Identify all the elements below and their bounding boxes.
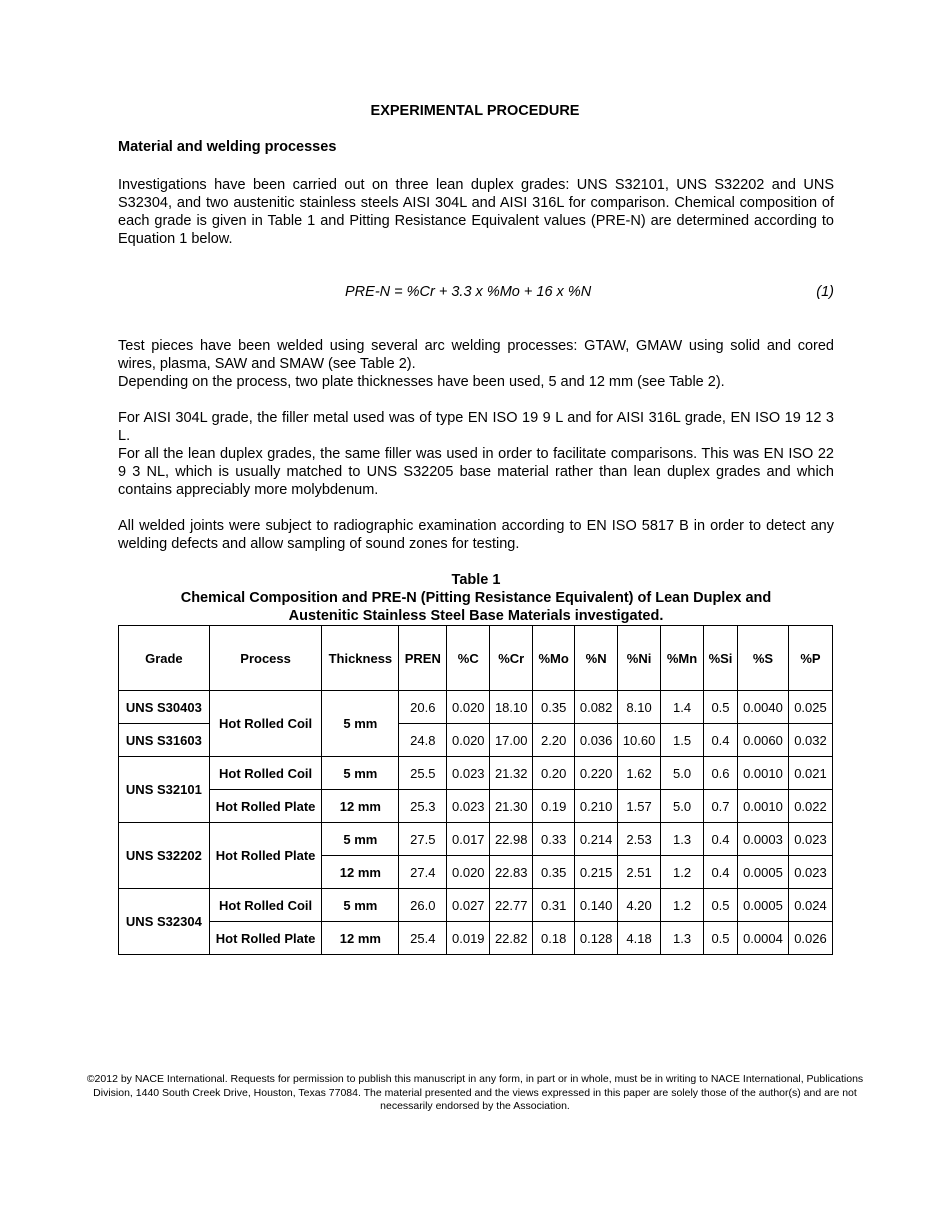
value-cell: 0.023: [788, 823, 832, 856]
header-cell: %Mn: [661, 626, 704, 691]
value-cell: 0.4: [704, 856, 738, 889]
value-cell: 0.140: [575, 889, 618, 922]
value-cell: 21.30: [490, 790, 533, 823]
value-cell: 0.020: [447, 856, 490, 889]
value-cell: 0.35: [533, 691, 575, 724]
value-cell: 0.017: [447, 823, 490, 856]
value-cell: 0.5: [704, 889, 738, 922]
header-cell: %P: [788, 626, 832, 691]
value-cell: 1.4: [661, 691, 704, 724]
value-cell: 22.82: [490, 922, 533, 955]
value-cell: 0.023: [788, 856, 832, 889]
value-cell: 0.18: [533, 922, 575, 955]
header-cell: %Ni: [618, 626, 661, 691]
process-cell: Hot Rolled Plate: [209, 790, 322, 823]
value-cell: 22.83: [490, 856, 533, 889]
header-cell: %C: [447, 626, 490, 691]
table-row: [119, 757, 833, 790]
header-cell: Process: [209, 626, 322, 691]
value-cell: 0.023: [447, 757, 490, 790]
value-cell: 1.5: [661, 724, 704, 757]
value-cell: 10.60: [618, 724, 661, 757]
value-cell: 27.5: [399, 823, 447, 856]
value-cell: 22.77: [490, 889, 533, 922]
value-cell: 0.0003: [737, 823, 788, 856]
header-cell: Grade: [119, 626, 210, 691]
value-cell: 0.0010: [737, 757, 788, 790]
value-cell: 4.18: [618, 922, 661, 955]
table-row: [119, 889, 833, 922]
header-cell: %S: [737, 626, 788, 691]
value-cell: 1.2: [661, 889, 704, 922]
value-cell: 0.35: [533, 856, 575, 889]
table-label: Table 1: [451, 572, 501, 588]
table-caption: [118, 571, 834, 625]
table-row: [119, 922, 833, 955]
header-cell: %Mo: [533, 626, 575, 691]
table-row: [119, 823, 833, 856]
value-cell: 0.0040: [737, 691, 788, 724]
value-cell: 24.8: [399, 724, 447, 757]
paragraph-welding: [118, 337, 834, 391]
grade-cell: UNS S32202: [119, 823, 210, 889]
value-cell: 0.027: [447, 889, 490, 922]
grade-cell: UNS S32101: [119, 757, 210, 823]
process-cell: Hot Rolled Coil: [209, 889, 322, 922]
value-cell: 0.0060: [737, 724, 788, 757]
value-cell: 2.51: [618, 856, 661, 889]
value-cell: 0.0010: [737, 790, 788, 823]
value-cell: 0.31: [533, 889, 575, 922]
value-cell: 5.0: [661, 790, 704, 823]
value-cell: 1.2: [661, 856, 704, 889]
header-cell: %Cr: [490, 626, 533, 691]
paragraph-filler-line1: For AISI 304L grade, the filler metal used was of type EN ISO 19 9 L and for AISI 316L grade, EN ISO 19 12 3 L.: [118, 410, 834, 444]
value-cell: 0.0005: [737, 889, 788, 922]
header-cell: %Si: [704, 626, 738, 691]
value-cell: 0.0004: [737, 922, 788, 955]
value-cell: 0.019: [447, 922, 490, 955]
value-cell: 0.023: [447, 790, 490, 823]
value-cell: 25.5: [399, 757, 447, 790]
thickness-cell: 12 mm: [322, 922, 399, 955]
value-cell: 0.026: [788, 922, 832, 955]
value-cell: 0.082: [575, 691, 618, 724]
process-cell: Hot Rolled Plate: [209, 823, 322, 889]
paragraph-filler: [118, 409, 834, 499]
table-row: [119, 691, 833, 724]
value-cell: 25.4: [399, 922, 447, 955]
grade-cell: UNS S30403: [119, 691, 210, 724]
thickness-cell: 12 mm: [322, 856, 399, 889]
process-cell: Hot Rolled Coil: [209, 757, 322, 790]
value-cell: 0.128: [575, 922, 618, 955]
value-cell: 0.7: [704, 790, 738, 823]
value-cell: 0.024: [788, 889, 832, 922]
value-cell: 4.20: [618, 889, 661, 922]
value-cell: 2.20: [533, 724, 575, 757]
value-cell: 26.0: [399, 889, 447, 922]
value-cell: 22.98: [490, 823, 533, 856]
grade-cell: UNS S31603: [119, 724, 210, 757]
table-caption-line2: Austenitic Stainless Steel Base Materials investigated.: [288, 608, 664, 624]
header-cell: Thickness: [322, 626, 399, 691]
value-cell: 0.33: [533, 823, 575, 856]
thickness-cell: 5 mm: [322, 757, 399, 790]
value-cell: 0.4: [704, 823, 738, 856]
value-cell: 21.32: [490, 757, 533, 790]
value-cell: 25.3: [399, 790, 447, 823]
value-cell: 0.032: [788, 724, 832, 757]
value-cell: 17.00: [490, 724, 533, 757]
value-cell: 0.4: [704, 724, 738, 757]
grade-cell: UNS S32304: [119, 889, 210, 955]
value-cell: 0.0005: [737, 856, 788, 889]
table-caption-line1: Chemical Composition and PRE-N (Pitting Resistance Equivalent) of Lean Duplex and: [180, 590, 772, 606]
thickness-cell: 5 mm: [322, 691, 399, 757]
paragraph-filler-line2: For all the lean duplex grades, the same filler was used in order to facilitate comparisons. This was EN ISO 22 9 3 NL, which is usually matched to UNS S32205 base material rather than lean duplex grades and which contains appreciably more molybdenum.: [118, 446, 834, 498]
value-cell: 0.20: [533, 757, 575, 790]
value-cell: 0.19: [533, 790, 575, 823]
value-cell: 20.6: [399, 691, 447, 724]
thickness-cell: 12 mm: [322, 790, 399, 823]
value-cell: 1.62: [618, 757, 661, 790]
subsection-title: Material and welding processes: [118, 139, 337, 155]
process-cell: Hot Rolled Coil: [209, 691, 322, 757]
value-cell: 0.214: [575, 823, 618, 856]
header-cell: %N: [575, 626, 618, 691]
copyright-footer: ©2012 by NACE International. Requests for permission to publish this manuscript in any form, in part or in whole, must be in writing to NACE International, Publications Division, 1440 South Creek Drive, Houston, Texas 77084. The material presented and the views expressed in this paper are solely those of the author(s) and are not necessarily endorsed by the Association.: [86, 1073, 864, 1112]
value-cell: 0.021: [788, 757, 832, 790]
value-cell: 5.0: [661, 757, 704, 790]
value-cell: 0.020: [447, 724, 490, 757]
header-cell: PREN: [399, 626, 447, 691]
value-cell: 0.220: [575, 757, 618, 790]
value-cell: 1.57: [618, 790, 661, 823]
value-cell: 18.10: [490, 691, 533, 724]
value-cell: 1.3: [661, 823, 704, 856]
equation: PRE-N = %Cr + 3.3 x %Mo + 16 x %N: [345, 284, 592, 300]
paragraph-intro: Investigations have been carried out on three lean duplex grades: UNS S32101, UNS S32202 and UNS S32304, and two austenitic stainless steels AISI 304L and AISI 316L for comparison. Chemical composition of each grade is given in Table 1 and Pitting Resistance Equivalent values (PRE-N) are determined according to Equation 1 below.: [118, 177, 834, 247]
thickness-cell: 5 mm: [322, 889, 399, 922]
paragraph-welding-line2: Depending on the process, two plate thicknesses have been used, 5 and 12 mm (see Table 2).: [118, 374, 725, 390]
value-cell: 0.022: [788, 790, 832, 823]
value-cell: 0.020: [447, 691, 490, 724]
table-header-row: [119, 626, 833, 691]
value-cell: 0.210: [575, 790, 618, 823]
value-cell: 0.5: [704, 922, 738, 955]
value-cell: 2.53: [618, 823, 661, 856]
value-cell: 0.036: [575, 724, 618, 757]
value-cell: 8.10: [618, 691, 661, 724]
value-cell: 0.6: [704, 757, 738, 790]
equation-number: (1): [816, 284, 834, 300]
value-cell: 0.5: [704, 691, 738, 724]
paragraph-radiography: All welded joints were subject to radiographic examination according to EN ISO 5817 B in order to detect any welding defects and allow sampling of sound zones for testing.: [118, 518, 834, 552]
table-row: [119, 790, 833, 823]
paragraph-welding-line1: Test pieces have been welded using several arc welding processes: GTAW, GMAW using solid and cored wires, plasma, SAW and SMAW (see Table 2).: [118, 338, 834, 372]
value-cell: 1.3: [661, 922, 704, 955]
composition-table: [118, 625, 833, 955]
process-cell: Hot Rolled Plate: [209, 922, 322, 955]
value-cell: 0.025: [788, 691, 832, 724]
value-cell: 27.4: [399, 856, 447, 889]
thickness-cell: 5 mm: [322, 823, 399, 856]
section-title: EXPERIMENTAL PROCEDURE: [370, 103, 580, 119]
value-cell: 0.215: [575, 856, 618, 889]
